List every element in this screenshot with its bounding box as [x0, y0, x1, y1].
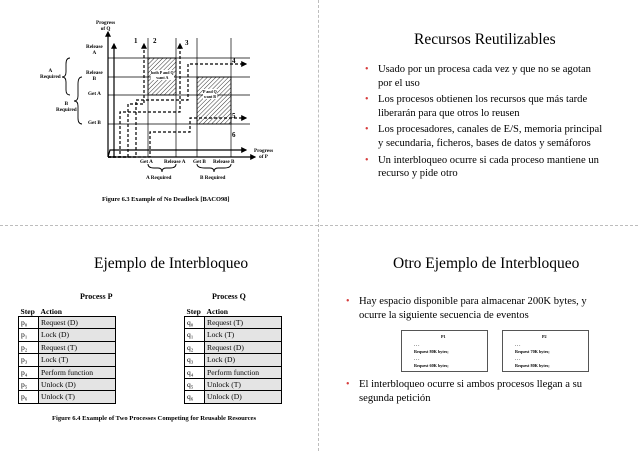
slide-title: Ejemplo de Interbloqueo — [94, 255, 249, 272]
region-label-want-a: both P and Q want A — [151, 70, 174, 80]
slide-figure-6-3 — [0, 0, 317, 223]
process-p-table — [18, 307, 116, 404]
bullet-dot: • — [365, 154, 369, 166]
bullet-item: • Los procesadores, canales de E/S, memoria principal y secundaria, ficheros, bases de datos y semáforos — [365, 124, 603, 149]
brace-a-required — [62, 58, 70, 95]
no-deadlock-figure — [0, 0, 317, 223]
table-row: q₁ Lock (T) — [185, 329, 282, 341]
label-a-required: A Required — [40, 68, 61, 80]
bullet-dot: • — [346, 379, 350, 390]
y-axis-label: Progress of Q — [96, 20, 116, 32]
path-6 — [108, 150, 246, 157]
slide-title: Otro Ejemplo de Interbloqueo — [393, 255, 580, 272]
header-step: Step — [19, 307, 39, 317]
label-release-b: Release B — [86, 70, 103, 82]
process-q-title: Process Q — [212, 292, 246, 301]
path-number-4: 4 — [232, 57, 236, 65]
bullet-item: • Hay espacio disponible para almacenar 200K bytes, y ocurre la siguiente secuencia de eventos — [346, 296, 587, 321]
brace-x-a-required — [148, 164, 176, 172]
table-row: p₅ Unlock (D) — [19, 379, 116, 391]
label-x-get-b: Get B — [193, 159, 206, 165]
slide-ejemplo-interbloqueo — [0, 228, 317, 451]
path-number-2: 2 — [153, 37, 157, 45]
process-p2-box: P2 . . . Request 70K bytes; . . . Request 80K bytes; — [502, 330, 589, 372]
label-x-release-a: Release A — [164, 159, 186, 165]
figure-caption: Figure 6.4 Example of Two Processes Competing for Reusable Resources — [52, 415, 257, 422]
bullet-item: • Un interbloqueo ocurre si cada proceso mantiene un recurso y pide otro — [365, 154, 599, 180]
table-row: p₁ Lock (D) — [19, 329, 116, 341]
table-row: q₆ Unlock (D) — [185, 391, 282, 403]
bullet-item: • Usado por un procesa cada vez y que no se agotan por el uso — [365, 64, 591, 89]
bullet-list-bottom — [346, 378, 616, 408]
path-number-6: 6 — [232, 131, 236, 139]
label-x-get-a: Get A — [140, 159, 153, 165]
header-step: Step — [185, 307, 205, 317]
table-row: q₀ Request (T) — [185, 317, 282, 329]
slide-title: Recursos Reutilizables — [414, 31, 556, 48]
region-label-want-b: P and Q want B — [203, 89, 217, 99]
path-number-3: 3 — [185, 39, 189, 47]
x-axis-label: Progress of P — [254, 148, 274, 160]
path-number-1: 1 — [134, 37, 138, 45]
path-number-5: 5 — [232, 112, 236, 120]
label-release-a: Release A — [86, 44, 103, 56]
bullet-item: • Los procesos obtienen los recursos que más tarde liberarán para que otros lo reusen — [365, 94, 588, 119]
table-row: q₃ Lock (D) — [185, 354, 282, 366]
bullet-dot: • — [365, 64, 369, 75]
slide-otro-ejemplo — [320, 228, 637, 451]
label-x-a-required: A Required — [146, 175, 172, 181]
process-p1-box: P1 . . . Request 80K bytes; . . . Request 60K bytes; — [401, 330, 488, 372]
bullet-dot: • — [365, 124, 369, 136]
brace-x-b-required — [197, 164, 231, 172]
slide-divider-horizontal — [0, 225, 638, 226]
region-both-want-b — [197, 77, 231, 124]
table-row: p₄ Perform function — [19, 366, 116, 378]
bullet-dot: • — [365, 94, 369, 106]
header-action: Action — [205, 307, 282, 317]
path-1 — [108, 44, 114, 157]
bullet-list — [365, 63, 605, 184]
slide-recursos-reutilizables — [320, 0, 637, 223]
bullet-item: • El interbloqueo ocurre si ambos procesos llegan a su segunda petición — [346, 379, 582, 404]
label-b-required: B Required — [56, 101, 77, 113]
label-x-release-b: Release B — [213, 159, 235, 165]
process-q-table — [184, 307, 282, 404]
table-row: p₀ Request (D) — [19, 317, 116, 329]
table-row: q₄ Perform function — [185, 366, 282, 378]
label-get-a: Get A — [88, 91, 101, 97]
table-row: q₅ Unlock (T) — [185, 379, 282, 391]
process-p-title: Process P — [80, 292, 113, 301]
header-action: Action — [39, 307, 116, 317]
bullet-dot: • — [346, 296, 350, 307]
table-row: p₂ Request (T) — [19, 341, 116, 353]
bullet-list-top — [346, 295, 616, 325]
table-row: p₆ Unlock (T) — [19, 391, 116, 403]
label-get-b: Get B — [88, 120, 101, 126]
table-row: p₃ Lock (T) — [19, 354, 116, 366]
label-x-b-required: B Required — [200, 175, 226, 181]
figure-caption: Figure 6.3 Example of No Deadlock [BACO98] — [102, 196, 230, 203]
table-row: q₂ Request (D) — [185, 341, 282, 353]
